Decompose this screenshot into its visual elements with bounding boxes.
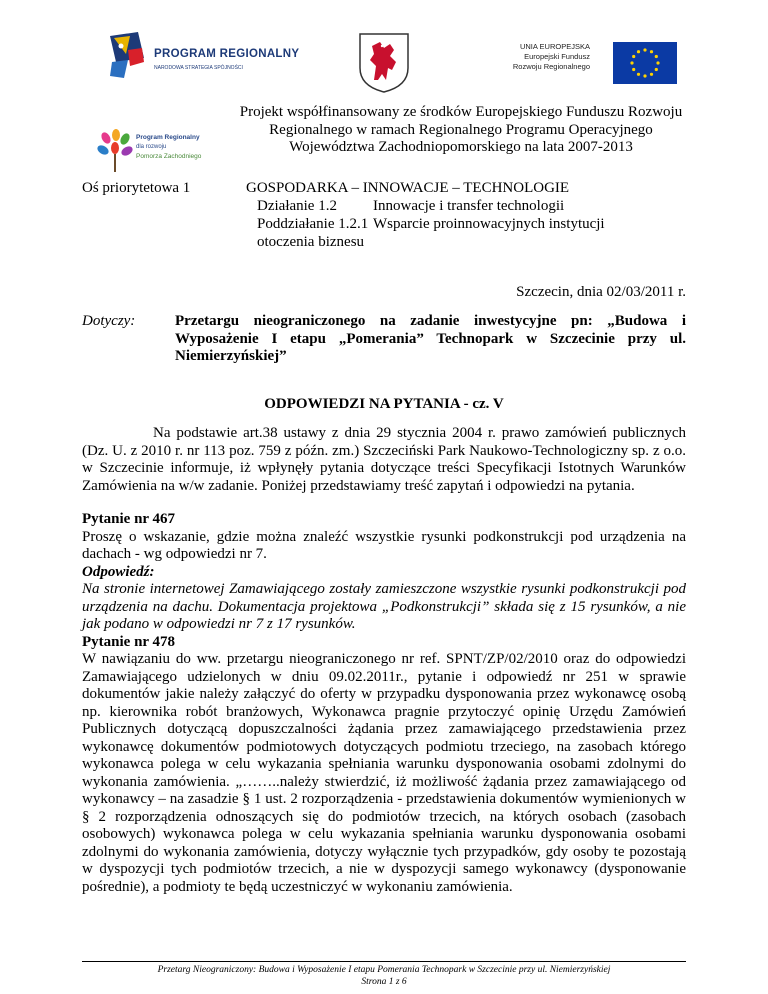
- question-467-text: Proszę o wskazanie, gdzie można znaleźć wszystkie rysunki podkonstrukcji pod urządzenia na dachach - wg odpowiedzi nr 7.: [82, 528, 686, 562]
- program-regionalny-title: PROGRAM REGIONALNY: [154, 48, 300, 60]
- document-date: Szczecin, dnia 02/03/2011 r.: [516, 284, 686, 300]
- measure-label: Działanie 1.2: [257, 198, 337, 214]
- program-regionalny-subtitle: NARODOWA STRATEGIA SPÓJNOŚCI: [154, 65, 243, 71]
- priority-axis-label: Oś priorytetowa 1: [82, 180, 191, 196]
- eu-line-2: Europejski Fundusz: [524, 52, 590, 61]
- program-regionalny-mark-icon: [108, 32, 146, 80]
- eu-line-3: Rozwoju Regionalnego: [512, 62, 590, 71]
- program-regionalny-logo: [108, 30, 300, 85]
- eu-line-1: UNIA EUROPEJSKA: [519, 42, 590, 51]
- page-footer: [82, 961, 686, 988]
- griffin-crest-icon: [358, 32, 410, 94]
- answer-467-label: Odpowiedź:: [82, 563, 155, 580]
- cofinancing-note: Projekt współfinansowany ze środków Europejskiego Funduszu Rozwoju Regionalnego w ramach Regionalnego Programu Operacyjnego Województwa Zachodniopomorskiego na lata 2007-2013: [239, 104, 683, 155]
- answer-467-text: Na stronie internetowej Zamawiającego zostały zamieszczone wszystkie rysunki podkonstrukcji pod urządzenia na dachu. Dokumentacja projektowa „Podkonstrukcji” składa się z 15 rysunków, a nie jak podano w odpowiedzi nr 7 z 17 rysunków.: [82, 581, 686, 632]
- eu-logo-text: [513, 42, 590, 72]
- measure-value: Innowacje i transfer technologii: [373, 198, 565, 214]
- submeasure-value: Wsparcie proinnowacyjnych instytucji: [373, 216, 605, 232]
- eu-logo: [512, 40, 678, 90]
- page-number: Strona 1 z 6: [361, 977, 407, 987]
- document-body: [82, 425, 686, 896]
- question-478-title: Pytanie nr 478: [82, 633, 176, 650]
- submeasure-value-continued: otoczenia biznesu: [257, 234, 365, 250]
- subject-label: Dotyczy:: [82, 313, 136, 329]
- intro-paragraph: Na podstawie art.38 ustawy z dnia 29 stycznia 2004 r. prawo zamówień publicznych (Dz. U. z 2010 r. nr 113 poz. 759 z późn. zm.) Szczeciński Park Naukowo-Technologiczny sp. z o.o. w Szczecinie informuje, iż wpłynęły pytania dotyczące treści Specyfikacji Istotnych Warunków Zamówienia na w/w zadanie. Poniżej przedstawiamy treść zapytań i odpowiedzi na pytania.: [82, 425, 686, 494]
- priority-axis-title: GOSPODARKA – INNOWACJE – TECHNOLOGIE: [246, 180, 570, 196]
- footer-title: Przetarg Nieograniczony: Budowa i Wyposażenie I etapu Pomerania Technopark w Szczecinie przy ul. Niemierzyńskiej: [157, 965, 611, 975]
- tree-logo-icon: [96, 128, 134, 173]
- page-title: ODPOWIEDZI NA PYTANIA - cz. V: [264, 396, 504, 412]
- question-467-title: Pytanie nr 467: [82, 511, 176, 527]
- program-regionalny-pomorze-logo: [96, 128, 236, 173]
- prz-line-3: Pomorza Zachodniego: [136, 153, 202, 160]
- submeasure-label: Poddziałanie 1.2.1: [257, 216, 369, 232]
- prz-line-1: Program Regionalny: [136, 134, 200, 141]
- prz-line-2: dla rozwoju: [136, 144, 167, 150]
- eu-flag-icon: [613, 42, 677, 84]
- subject-value: Przetargu nieograniczonego na zadanie inwestycyjne pn: „Budowa i Wyposażenie I etapu „Pomerania” Technopark w Szczecinie przy ul. Niemierzyńskiej”: [175, 313, 686, 364]
- question-478-text: W nawiązaniu do ww. przetargu nieograniczonego nr ref. SPNT/ZP/02/2010 oraz do odpowiedzi Zamawiającego udzielonych w dniu 09.02.2011r., pytanie i odpowiedź nr 251 w sprawie dokumentów jakie należy załączyć do oferty w przypadku dysponowania przez wykonawcę osobą np. kierownika robót branżowych, Wykonawca pragnie przytoczyć opinię Urzędu Zamówień Publicznych dotyczącą dopuszczalności żądania przez zamawiającego przedstawienia przez wykonawcę dokumentów podmiotowych dotyczących podmiotu trzeciego, na zasobach którego wykonawca polega w celu wykazania spełniania warunku dysponowania osobami zdolnymi do wykonania zamówienia. „……..należy stwierdzić, iż możliwość żądania przez zamawiającego od wykonawcy – na zasadzie § 1 ust. 2 rozporządzenia - przedstawienia dokumentów wymienionych w § 2 rozporządzenia odnoszących się do podmiotów trzecich, na których osobach (zasobach osobowych) wykonawca polega w celu wykazania spełniania warunku dysponowania osobami zdolnymi do wykonania zamówienia, dotyczy wyłącznie tych przypadków, gdy osoby te pozostają w dyspozycji tych podmiotów trzecich, a nie w dyspozycji samego wykonawcy (dysponowanie pośrednie), a podmioty te będą uczestniczyć w wykonaniu zamówienia.: [82, 651, 686, 895]
